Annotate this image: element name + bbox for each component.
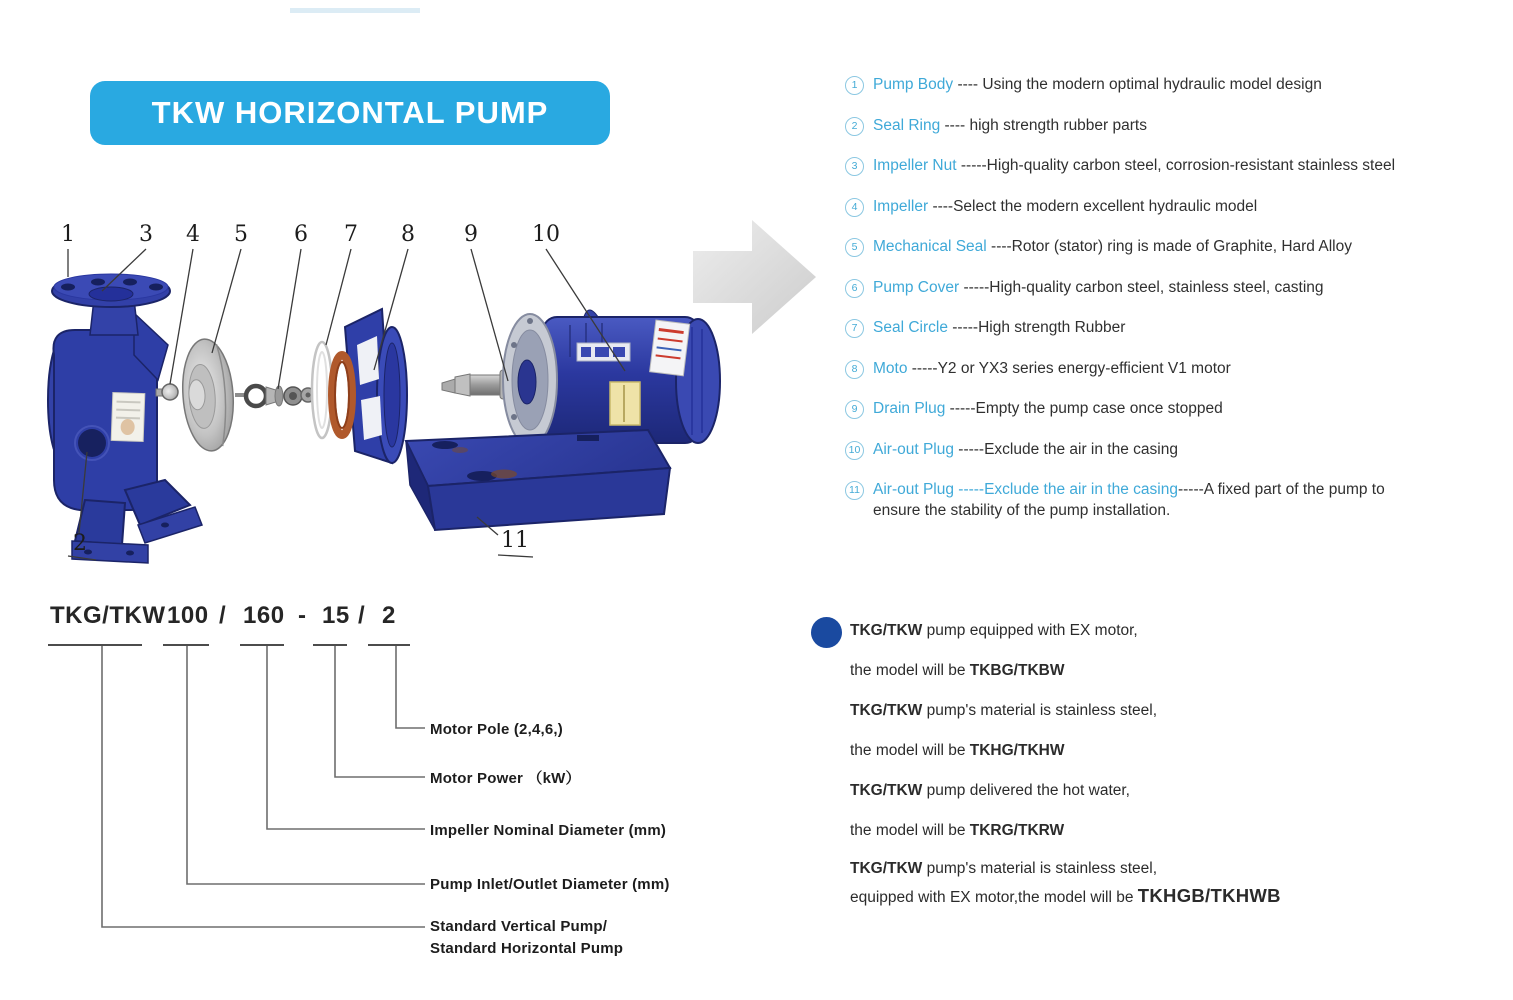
part-name: Air-out Plug <box>873 440 954 458</box>
part-number-badge: 1 <box>845 76 864 95</box>
model-label-inlet-dia: Pump Inlet/Outlet Diameter (mm) <box>430 876 670 893</box>
callout-1: 1 <box>61 222 75 247</box>
part-name: Pump Cover <box>873 278 960 296</box>
model-code-inlet: 100 <box>167 602 209 629</box>
model-label-pump-type-line1: Standard Vertical Pump/ <box>430 918 608 935</box>
note-text: the model will be <box>850 662 970 679</box>
note-line <box>850 820 1460 842</box>
part-item-11 <box>845 479 1493 521</box>
callout-2: 2 <box>73 531 87 556</box>
note-line <box>850 700 1460 722</box>
part-name: Air-out Plug <box>873 481 954 498</box>
arrow-icon <box>690 207 825 342</box>
part-number-badge: 7 <box>845 319 864 338</box>
bullet-icon <box>811 617 842 648</box>
model-code-series: TKG/TKW <box>50 602 166 629</box>
part-name: Seal Ring <box>873 116 941 134</box>
underline-series <box>48 644 142 646</box>
underline-power <box>313 644 347 646</box>
model-variant-notes <box>850 620 1460 927</box>
part-number-badge: 2 <box>845 117 864 136</box>
note-line <box>850 780 1460 802</box>
part-number-badge: 4 <box>845 198 864 217</box>
note-line <box>850 660 1460 682</box>
part-number-badge: 8 <box>845 360 864 379</box>
part-item-5 <box>845 236 1493 257</box>
page-top-divider <box>290 8 420 13</box>
part-item-10 <box>845 439 1493 460</box>
part-name: Moto <box>873 359 908 377</box>
pump-body-label-sticker <box>111 392 145 441</box>
part-item-6 <box>845 277 1493 298</box>
part-description: -----High-quality carbon steel, stainless steel, casting <box>959 278 1324 296</box>
note-text: pump equipped with EX motor, <box>922 622 1138 639</box>
pump-exploded-diagram <box>30 195 730 585</box>
part-name: Drain Plug <box>873 400 946 417</box>
note-text: pump delivered the hot water, <box>922 782 1130 799</box>
part-item-7 <box>845 317 1493 338</box>
part-description: -----Y2 or YX3 series energy-efficient V1 motor <box>907 359 1231 377</box>
part-number-badge: 5 <box>845 238 864 257</box>
callout-6: 6 <box>294 222 308 247</box>
note-text: pump's material is stainless steel, <box>922 860 1158 877</box>
part-description: ----Rotor (stator) ring is made of Graphite, Hard Alloy <box>986 238 1352 255</box>
model-label-motor-pole: Motor Pole (2,4,6,) <box>430 721 563 738</box>
impeller-nut-part <box>156 384 178 400</box>
pump-body-part <box>48 274 202 563</box>
part-description: -----High-quality carbon steel, corrosion-resistant stainless steel <box>956 157 1396 174</box>
part-item-3 <box>845 155 1493 176</box>
note-code: TKHG/TKHW <box>969 742 1065 759</box>
part-number-badge: 3 <box>845 157 864 176</box>
note-lead: TKG/TKW <box>850 702 923 719</box>
note-code: TKRG/TKRW <box>969 822 1065 839</box>
note-text: the model will be <box>850 822 970 839</box>
part-description: ---- high strength rubber parts <box>940 116 1147 134</box>
model-code-dash: - <box>298 602 307 629</box>
model-code-slash1: / <box>219 602 227 629</box>
part-item-4 <box>845 196 1493 217</box>
callout-7: 7 <box>344 222 358 247</box>
part-description-highlight: -----Exclude the air in the casing <box>953 481 1178 498</box>
note-code: TKHGB/TKHWB <box>1137 885 1281 906</box>
part-name: Pump Body <box>873 76 954 93</box>
callout-5: 5 <box>234 222 248 247</box>
motor-sticker <box>650 320 690 376</box>
note-text: equipped with EX motor,the model will be <box>850 889 1138 906</box>
part-name: Impeller Nut <box>873 157 957 174</box>
note-code: TKBG/TKBW <box>969 662 1065 679</box>
page-title: TKW HORIZONTAL PUMP <box>151 95 549 130</box>
underline-impeller <box>240 644 284 646</box>
model-code-pole: 2 <box>382 602 396 629</box>
note-line <box>850 885 1460 909</box>
callout-4: 4 <box>186 222 200 247</box>
part-item-8 <box>845 358 1493 379</box>
part-number-badge: 6 <box>845 279 864 298</box>
base-plate-part <box>406 430 670 530</box>
model-label-pump-type-line2: Standard Horizontal Pump <box>430 940 624 957</box>
note-line <box>850 620 1460 642</box>
part-name: Seal Circle <box>873 319 948 336</box>
part-item-2 <box>845 115 1493 136</box>
part-item-1 <box>845 74 1493 95</box>
part-description: -----High strength Rubber <box>947 319 1126 336</box>
impeller-part <box>179 337 237 452</box>
callout-9: 9 <box>464 222 478 247</box>
note-lead: TKG/TKW <box>850 782 923 799</box>
part-name: Impeller <box>873 197 929 215</box>
part-description-line2: ensure the stability of the pump installation. <box>873 502 1171 519</box>
part-description: -----Empty the pump case once stopped <box>945 400 1223 417</box>
part-description: ----Select the modern excellent hydraulic model <box>928 197 1258 215</box>
part-number-badge: 11 <box>845 481 864 500</box>
model-label-motor-power: Motor Power （kW） <box>430 770 581 787</box>
pump-cover-part <box>332 309 407 463</box>
part-description: ---- Using the modern optimal hydraulic model design <box>953 76 1322 93</box>
title-banner <box>90 81 610 145</box>
note-text: pump's material is stainless steel, <box>922 702 1158 719</box>
note-lead: TKG/TKW <box>850 860 923 877</box>
model-label-pump-type <box>430 916 623 960</box>
note-line <box>850 740 1460 762</box>
note-lead: TKG/TKW <box>850 622 923 639</box>
callout-11: 11 <box>501 528 529 553</box>
model-code-impeller: 160 <box>243 602 285 629</box>
part-name: Mechanical Seal <box>873 238 987 255</box>
underline-pole <box>368 644 410 646</box>
model-code-power: 15 <box>322 602 350 629</box>
underline-inlet <box>163 644 209 646</box>
part-description: -----Exclude the air in the casing <box>953 440 1178 458</box>
callout-8: 8 <box>401 222 415 247</box>
model-label-impeller-dia: Impeller Nominal Diameter (mm) <box>430 822 667 839</box>
part-number-badge: 10 <box>845 441 864 460</box>
part-item-9 <box>845 398 1493 419</box>
mechanical-seal-parts <box>235 386 315 406</box>
parts-list <box>845 74 1493 541</box>
note-text: the model will be <box>850 742 970 759</box>
model-code-slash2: / <box>358 602 366 629</box>
callout-10: 10 <box>532 222 560 247</box>
part-number-badge: 9 <box>845 400 864 419</box>
note-line <box>850 858 1460 880</box>
part-description: -----A fixed part of the pump to <box>1177 481 1385 498</box>
callout-3: 3 <box>139 222 153 247</box>
